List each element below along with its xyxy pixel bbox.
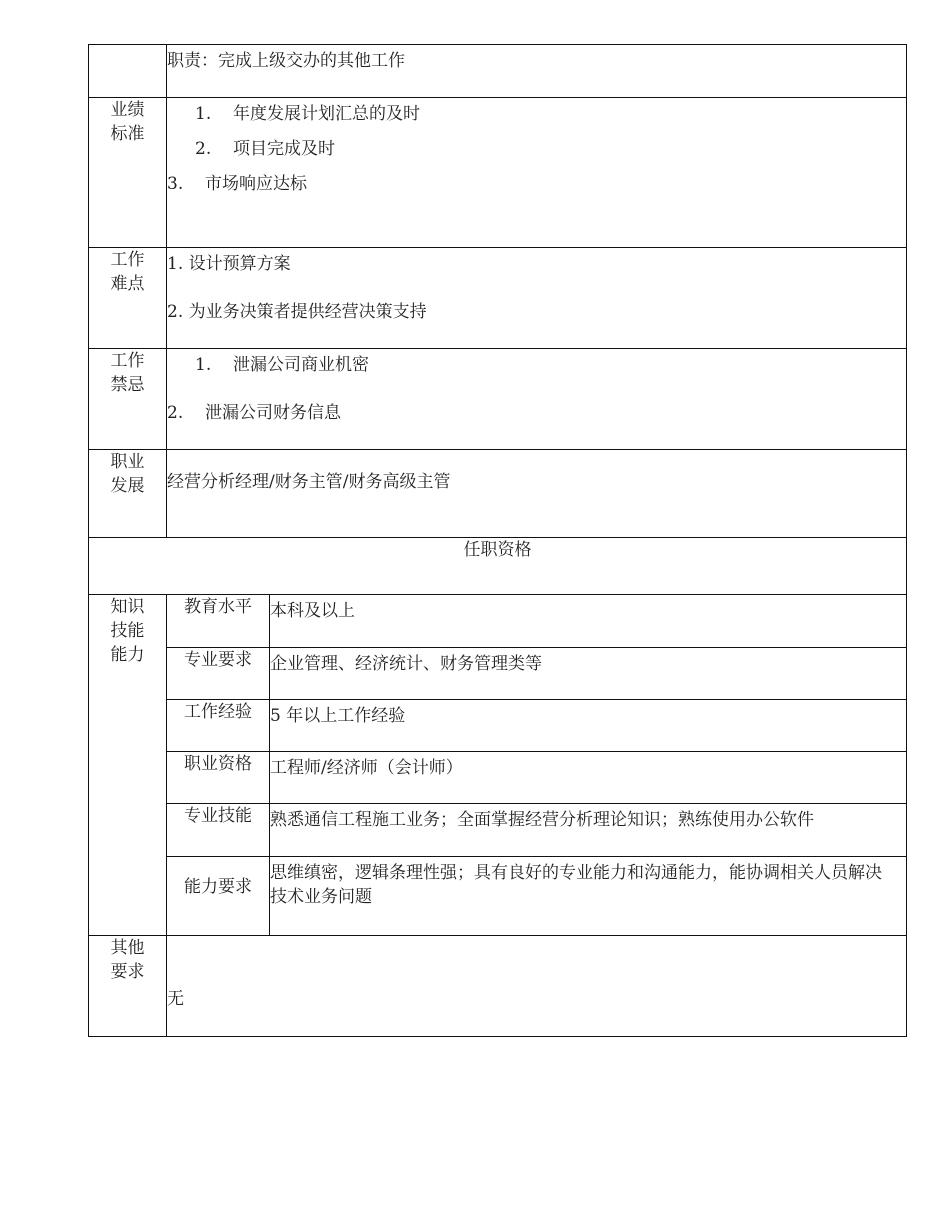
qualification-row [89,648,907,700]
qualification-label: 专业要求 [167,648,270,700]
other-row [89,936,907,1037]
duty-row [89,45,907,98]
performance-row [89,98,907,248]
list-item: 1. 泄漏公司商业机密 [195,355,369,375]
qualification-value: 5 年以上工作经验 [270,700,907,752]
performance-content [167,98,907,248]
other-text: 无 [167,989,184,1009]
qualification-label: 工作经验 [167,700,270,752]
qualification-row [89,700,907,752]
qualification-label: 专业技能 [167,804,270,857]
qualification-title: 任职资格 [89,538,907,595]
qualification-label: 能力要求 [167,857,270,936]
list-item: 2. 泄漏公司财务信息 [167,403,341,423]
taboo-row [89,349,907,450]
list-item: 2. 为业务决策者提供经营决策支持 [167,302,427,322]
qualification-row [89,595,907,648]
list-item: 2. 项目完成及时 [195,139,335,159]
duty-content [167,45,907,98]
duty-label-cell [89,45,167,98]
career-row [89,450,907,538]
qualification-row [89,752,907,804]
qualification-row [89,857,907,936]
qualification-row [89,804,907,857]
qualification-value: 熟悉通信工程施工业务；全面掌握经营分析理论知识；熟练使用办公软件 [270,804,907,857]
performance-label: 业绩 标准 [89,98,167,248]
list-item: 1. 年度发展计划汇总的及时 [195,104,420,124]
qualification-title-row [89,538,907,595]
difficulty-label: 工作 难点 [89,248,167,349]
qualification-value: 工程师/经济师（会计师） [270,752,907,804]
difficulty-content [167,248,907,349]
job-description-table [88,44,907,1037]
taboo-label: 工作 禁忌 [89,349,167,450]
career-text: 经营分析经理/财务主管/财务高级主管 [167,472,451,492]
other-label: 其他 要求 [89,936,167,1037]
qualification-value: 企业管理、经济统计、财务管理类等 [270,648,907,700]
qualification-value: 本科及以上 [270,595,907,648]
qualification-value: 思维缜密，逻辑条理性强；具有良好的专业能力和沟通能力，能协调相关人员解决技术业务问题 [270,857,907,936]
difficulty-row [89,248,907,349]
qualification-label: 教育水平 [167,595,270,648]
career-label: 职业 发展 [89,450,167,538]
list-item: 3. 市场响应达标 [167,174,307,194]
duty-text: 职责：完成上级交办的其他工作 [167,51,405,71]
other-content [167,936,907,1037]
career-content [167,450,907,538]
qualification-label: 职业资格 [167,752,270,804]
taboo-content [167,349,907,450]
knowledge-skill-label: 知识 技能 能力 [89,595,167,936]
list-item: 1. 设计预算方案 [167,254,291,274]
